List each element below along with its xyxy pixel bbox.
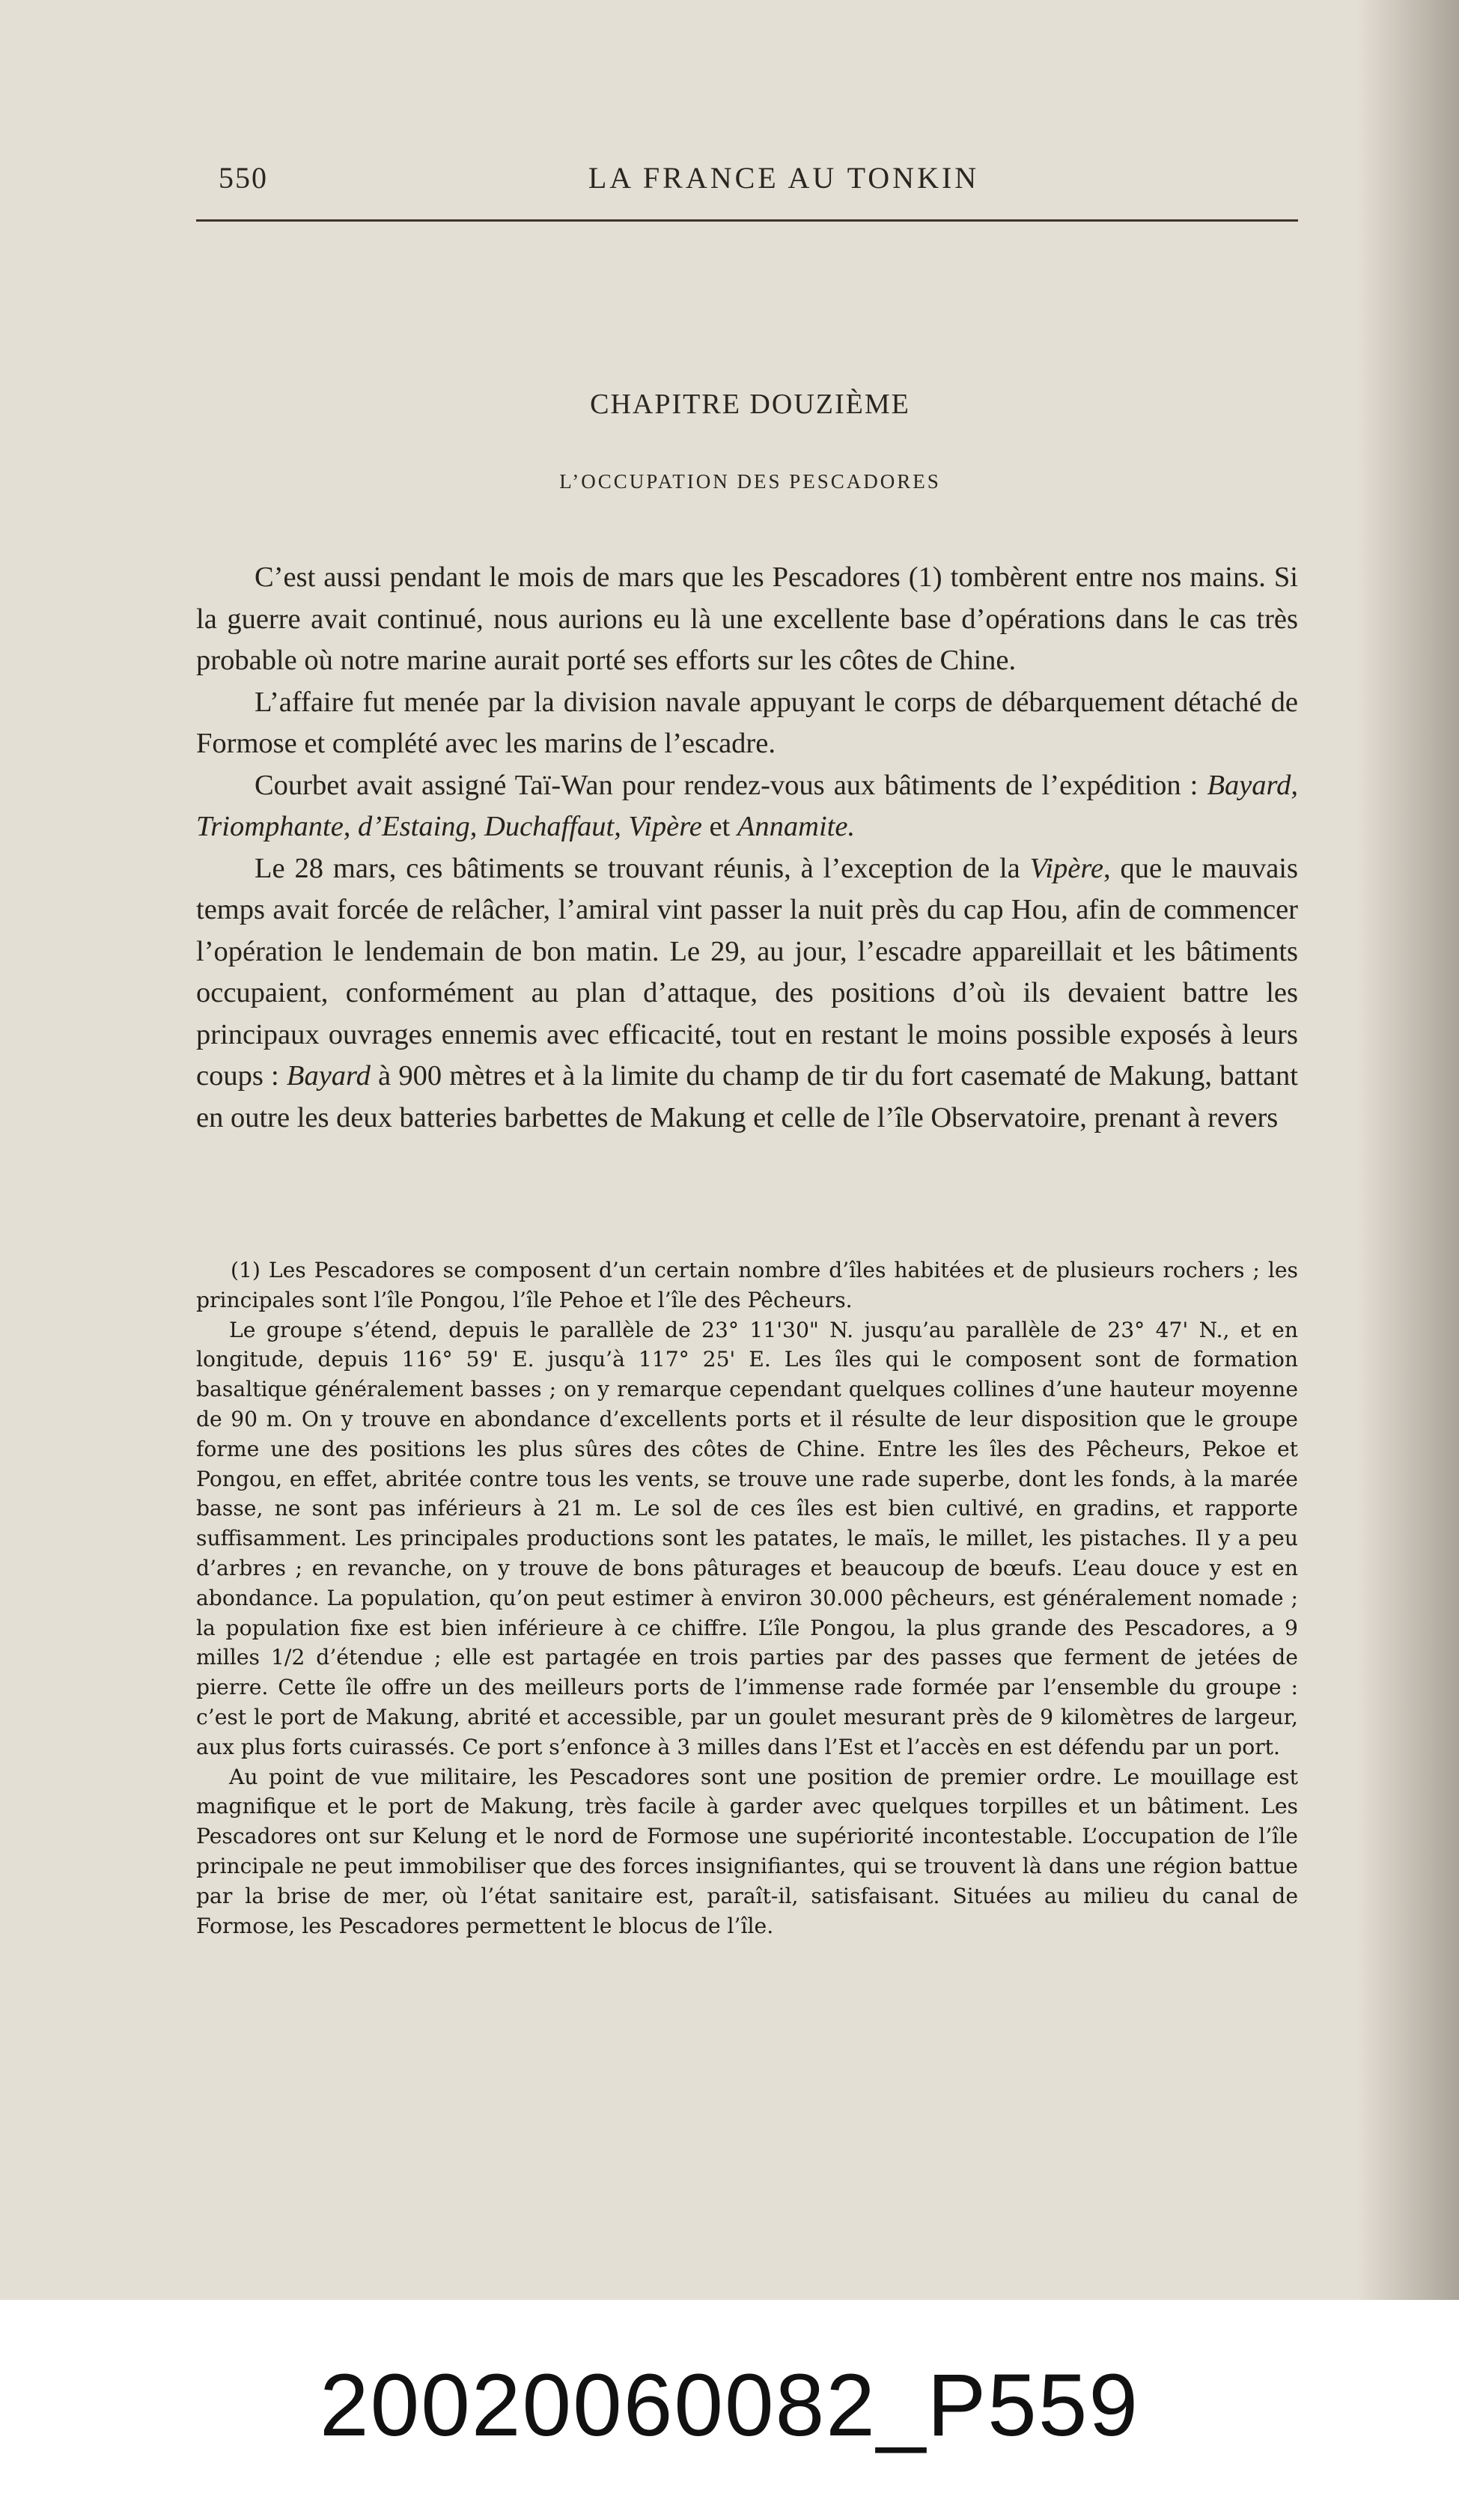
footnote: Le groupe s’étend, depuis le parallèle de 23° 11'30" N. jusqu’au parallèle de 23° 47' N., et en longitude, depuis 116° 59' E. jusqu’à 117° 25' E. Les îles qui le composent sont de formation basaltique généralement basses ; on y remarque cependant quelques collines d’une hauteur moyenne de 90 m. On y trouve en abondance d’excellents ports et il résulte de leur disposition que le groupe forme une des positions les plus sûres des côtes de Chine. Entre les îles des Pêcheurs, Pekoe et Pongou, en effet, abritée contre tous les vents, se trouve une rade superbe, dont les fonds, à la marée basse, ne sont pas inférieurs à 21 m. Le sol de ces îles est bien cultivé, en gradins, et rapporte suffisamment. Les principales productions sont les patates, le maïs, le millet, les pistaches. Il y a peu d’arbres ; en revanche, on y trouve de bons pâturages et beaucoup de bœufs. L’eau douce y est en abondance. La population, qu’on peut estimer à environ 30.000 pêcheurs, est généralement nomade ; la population fixe est bien inférieure à ce chiffre. L’île Pongou, la plus grande des Pescadores, a 9 milles 1/2 d’étendue ; elle est partagée en trois parties par des passes que ferment de jetées de pierre. Cette île offre un des meilleurs ports de l’immense rade formée par l’ensemble du groupe : c’est le port de Makung, abrité et accessible, par un goulet mesurant près de 9 kilomètres de largeur, aux plus forts cuirassés. Ce port s’enfonce à 3 milles dans l’Est et l’accès en est défendu par un port. (196, 1317, 1298, 1759)
page-number: 550 (219, 161, 268, 195)
footnotes (196, 1256, 1298, 1941)
ship-name: Annamite. (737, 811, 856, 842)
text-run: à 900 mètres et à la limite du champ de tir du fort casematé de Makung, battant en outre les deux batteries barbettes de Makung et celle de l’île Observatoire, prenant à revers (196, 1060, 1298, 1133)
text-run: et (701, 811, 737, 842)
ship-name: Bayard (286, 1060, 371, 1092)
chapter-title: CHAPITRE DOUZIÈME (590, 389, 910, 420)
running-head (219, 160, 1297, 205)
ship-names: Bayard, Triomphante, d’Estaing, Duchaffaut, Vipère (196, 769, 1298, 842)
footnote: (1) Les Pescadores se composent d’un certain nombre d’îles habitées et de plusieurs rochers ; les principales sont l’île Pongou, l’île Pehoe et l’île des Pêcheurs. (196, 1258, 1298, 1312)
text-run: Le 28 mars, ces bâtiments se trouvant réunis, à l’exception de la (255, 852, 1030, 884)
paragraph (196, 848, 1298, 1139)
text-run: , que le mauvais temps avait forcée de relâcher, l’amiral vint passer la nuit près du cap Hou, afin de commencer l’opération le lendemain de bon matin. Le 29, au jour, l’escadre appareillait et les bâtiments occupaient, conformément au plan d’attaque, des positions d’où ils devaient battre les principaux ouvrages ennemis avec efficacité, tout en restant le moins possible exposés à leurs coups : (196, 852, 1298, 1092)
footnote: Au point de vue militaire, les Pescadores sont une position de premier ordre. Le mouillage est magnifique et le port de Makung, très facile à garder avec quelques torpilles et un bâtiment. Les Pescadores ont sur Kelung et le nord de Formose une supériorité incontestable. L’occupation de l’île principale ne peut immobiliser que des forces insignifiantes, qui se trouvent là dans une région battue par la brise de mer, où l’état sanitaire est, paraît-il, satisfaisant. Situées au milieu du canal de Formose, les Pescadores permettent le blocus de l’île. (196, 1764, 1298, 1938)
document-id-caption: 20020060082_P559 (319, 2356, 1140, 2455)
paragraph (196, 765, 1298, 848)
text-run: Courbet avait assigné Taï-Wan pour rendez-vous aux bâtiments de l’expédition : (255, 769, 1207, 801)
body-text (196, 557, 1298, 1139)
book-title: LA FRANCE AU TONKIN (588, 161, 980, 195)
paragraph: L’affaire fut menée par la division navale appuyant le corps de débarquement détaché de Formose et complété avec les marins de l’escadre. (196, 686, 1298, 759)
chapter-subtitle: L’OCCUPATION DES PESCADORES (559, 470, 941, 493)
header-rule (196, 219, 1298, 222)
ship-name: Vipère (1029, 852, 1103, 884)
paragraph: C’est aussi pendant le mois de mars que les Pescadores (1) tombèrent entre nos mains. Si la guerre avait continué, nous aurions eu là une excellente base d’opérations dans le cas très probable où notre marine aurait porté ses efforts sur les côtes de Chine. (196, 561, 1298, 676)
